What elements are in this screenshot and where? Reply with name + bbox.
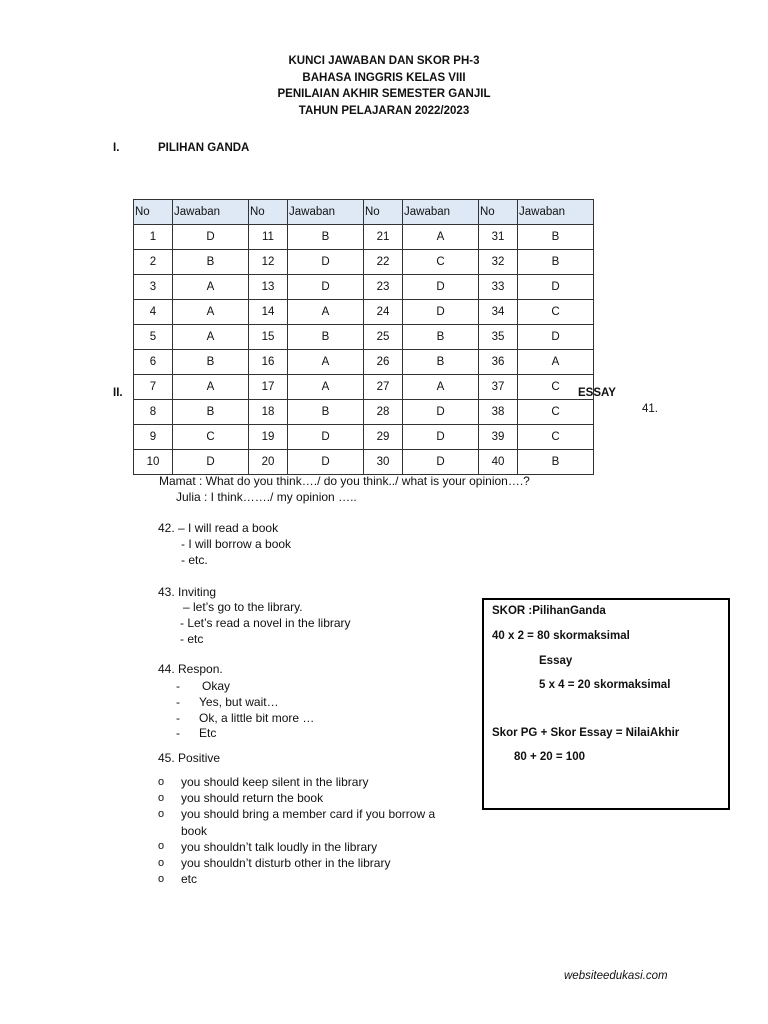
question-number-cell: 19 xyxy=(249,425,288,450)
question-number-cell: 35 xyxy=(479,325,518,350)
q44-item-2: Yes, but wait… xyxy=(199,695,279,709)
question-number-cell: 7 xyxy=(134,375,173,400)
question-number-cell: 2 xyxy=(134,250,173,275)
q44-item-1: Okay xyxy=(202,679,231,693)
q45-item-2: you should return the book xyxy=(181,791,324,805)
answer-cell: C xyxy=(518,400,594,425)
question-number-cell: 16 xyxy=(249,350,288,375)
question-number-cell: 11 xyxy=(249,225,288,250)
q42-line-1: 42. – I will read a book xyxy=(158,521,279,535)
answer-cell: C xyxy=(518,300,594,325)
score-result: 80 + 20 = 100 xyxy=(514,751,585,763)
question-number-cell: 28 xyxy=(364,400,403,425)
answer-cell: D xyxy=(173,225,249,250)
table-row xyxy=(134,350,594,375)
answer-cell: A xyxy=(403,375,479,400)
answer-cell: B xyxy=(288,400,364,425)
question-number-cell: 34 xyxy=(479,300,518,325)
answer-cell: B xyxy=(288,225,364,250)
score-box xyxy=(482,598,730,810)
question-number-cell: 27 xyxy=(364,375,403,400)
question-number-cell: 37 xyxy=(479,375,518,400)
answer-cell: A xyxy=(173,325,249,350)
question-number-cell: 17 xyxy=(249,375,288,400)
question-number-cell: 36 xyxy=(479,350,518,375)
answer-cell: D xyxy=(173,450,249,475)
answer-cell: B xyxy=(518,450,594,475)
answer-cell: D xyxy=(518,275,594,300)
title-line-4: TAHUN PELAJARAN 2022/2023 xyxy=(298,104,470,117)
table-row xyxy=(134,250,594,275)
q45-item-4: you shouldn’t talk loudly in the library xyxy=(181,840,378,854)
header-jawaban: Jawaban xyxy=(173,200,249,225)
header-no: No xyxy=(479,200,518,225)
answer-cell: B xyxy=(173,400,249,425)
essay-item-41-number: 41. xyxy=(642,403,658,415)
answer-cell: B xyxy=(173,350,249,375)
header-jawaban: Jawaban xyxy=(288,200,364,225)
answer-cell: A xyxy=(173,375,249,400)
question-number-cell: 29 xyxy=(364,425,403,450)
answer-cell: D xyxy=(403,425,479,450)
score-essay-line: 5 x 4 = 20 skormaksimal xyxy=(539,679,671,691)
question-number-cell: 3 xyxy=(134,275,173,300)
answer-cell: B xyxy=(288,325,364,350)
table-row xyxy=(134,300,594,325)
q43-line-3: - Let’s read a novel in the library xyxy=(180,616,351,630)
answer-cell: D xyxy=(518,325,594,350)
answer-cell: C xyxy=(518,375,594,400)
question-number-cell: 40 xyxy=(479,450,518,475)
question-number-cell: 20 xyxy=(249,450,288,475)
question-number-cell: 26 xyxy=(364,350,403,375)
question-number-cell: 9 xyxy=(134,425,173,450)
answer-cell: B xyxy=(518,250,594,275)
q44-dash: - xyxy=(176,695,180,709)
section-1-title: PILIHAN GANDA xyxy=(158,142,250,154)
answer-cell: B xyxy=(403,350,479,375)
bullet-icon: o xyxy=(158,857,165,869)
bullet-icon: o xyxy=(158,873,165,885)
question-number-cell: 10 xyxy=(134,450,173,475)
answer-cell: A xyxy=(403,225,479,250)
question-number-cell: 32 xyxy=(479,250,518,275)
bullet-icon: o xyxy=(158,808,165,820)
q44-dash: - xyxy=(176,726,180,740)
q44-item-3: Ok, a little bit more … xyxy=(199,711,315,725)
answer-cell: A xyxy=(173,300,249,325)
section-2-title: ESSAY xyxy=(578,387,616,399)
q44-dash: - xyxy=(176,711,180,725)
answer-key-table xyxy=(133,199,594,475)
table-row xyxy=(134,325,594,350)
q43-line-4: - etc xyxy=(180,632,204,646)
header-jawaban: Jawaban xyxy=(403,200,479,225)
answer-cell: C xyxy=(173,425,249,450)
bullet-icon: o xyxy=(158,776,165,788)
answer-cell: D xyxy=(288,450,364,475)
section-1-number: I. xyxy=(113,142,120,154)
header-jawaban: Jawaban xyxy=(518,200,594,225)
question-number-cell: 4 xyxy=(134,300,173,325)
q42-line-2: - I will borrow a book xyxy=(181,537,292,551)
answer-cell: D xyxy=(288,250,364,275)
answer-cell: D xyxy=(288,425,364,450)
q44-dash: - xyxy=(176,679,180,693)
header-no: No xyxy=(249,200,288,225)
score-title: SKOR :PilihanGanda xyxy=(492,605,606,617)
score-essay-label: Essay xyxy=(539,655,573,667)
bullet-icon: o xyxy=(158,792,165,804)
question-number-cell: 15 xyxy=(249,325,288,350)
question-number-cell: 18 xyxy=(249,400,288,425)
table-row xyxy=(134,375,594,400)
question-number-cell: 23 xyxy=(364,275,403,300)
q41-line-1: Mamat : What do you think…./ do you think../ what is your opinion….? xyxy=(159,474,530,488)
table-header-row xyxy=(134,200,594,225)
header-no: No xyxy=(134,200,173,225)
table-row xyxy=(134,400,594,425)
answer-cell: D xyxy=(288,275,364,300)
question-number-cell: 5 xyxy=(134,325,173,350)
question-number-cell: 14 xyxy=(249,300,288,325)
table-row xyxy=(134,275,594,300)
question-number-cell: 38 xyxy=(479,400,518,425)
answer-cell: D xyxy=(403,300,479,325)
answer-cell: A xyxy=(173,275,249,300)
q45-item-3: you should bring a member card if you borrow a xyxy=(181,807,436,821)
question-number-cell: 24 xyxy=(364,300,403,325)
answer-cell: D xyxy=(403,450,479,475)
q45-item-3-cont: book xyxy=(181,824,208,838)
footer-site-name: websiteedukasi.com xyxy=(564,970,668,982)
table-row xyxy=(134,425,594,450)
title-line-1: KUNCI JAWABAN DAN SKOR PH-3 xyxy=(288,55,480,67)
header-no: No xyxy=(364,200,403,225)
table-row xyxy=(134,225,594,250)
q45-item-1: you should keep silent in the library xyxy=(181,775,369,789)
q43-line-1: 43. Inviting xyxy=(158,585,217,599)
question-number-cell: 31 xyxy=(479,225,518,250)
answer-cell: A xyxy=(518,350,594,375)
q44-item-4: Etc xyxy=(199,726,217,740)
table-row xyxy=(134,450,594,475)
answer-cell: C xyxy=(518,425,594,450)
q42-line-3: - etc. xyxy=(181,553,208,567)
title-line-2: BAHASA INGGRIS KELAS VIII xyxy=(302,71,466,84)
question-number-cell: 12 xyxy=(249,250,288,275)
question-number-cell: 13 xyxy=(249,275,288,300)
question-number-cell: 33 xyxy=(479,275,518,300)
answer-cell: A xyxy=(288,300,364,325)
answer-cell: B xyxy=(518,225,594,250)
answer-cell: D xyxy=(403,400,479,425)
answer-cell: B xyxy=(173,250,249,275)
score-formula: Skor PG + Skor Essay = NilaiAkhir xyxy=(492,727,680,739)
question-number-cell: 21 xyxy=(364,225,403,250)
q43-line-2: – let’s go to the library. xyxy=(183,600,303,614)
question-number-cell: 39 xyxy=(479,425,518,450)
question-number-cell: 6 xyxy=(134,350,173,375)
q45-item-6: etc xyxy=(181,872,198,886)
bullet-icon: o xyxy=(158,840,165,852)
answer-table-body xyxy=(134,225,594,475)
answer-cell: A xyxy=(288,375,364,400)
question-number-cell: 8 xyxy=(134,400,173,425)
question-number-cell: 25 xyxy=(364,325,403,350)
section-2-number: II. xyxy=(113,387,123,399)
score-pg-line: 40 x 2 = 80 skormaksimal xyxy=(492,630,630,642)
q45-item-5: you shouldn’t disturb other in the library xyxy=(181,856,391,870)
title-line-3: PENILAIAN AKHIR SEMESTER GANJIL xyxy=(277,88,491,100)
answer-cell: A xyxy=(288,350,364,375)
document-title xyxy=(0,53,768,119)
question-number-cell: 22 xyxy=(364,250,403,275)
answer-cell: C xyxy=(403,250,479,275)
q41-line-2: Julia : I think……./ my opinion ….. xyxy=(176,490,357,504)
q45-title: 45. Positive xyxy=(158,751,221,765)
question-number-cell: 30 xyxy=(364,450,403,475)
answer-cell: B xyxy=(403,325,479,350)
q44-title: 44. Respon. xyxy=(158,662,223,676)
question-number-cell: 1 xyxy=(134,225,173,250)
answer-cell: D xyxy=(403,275,479,300)
